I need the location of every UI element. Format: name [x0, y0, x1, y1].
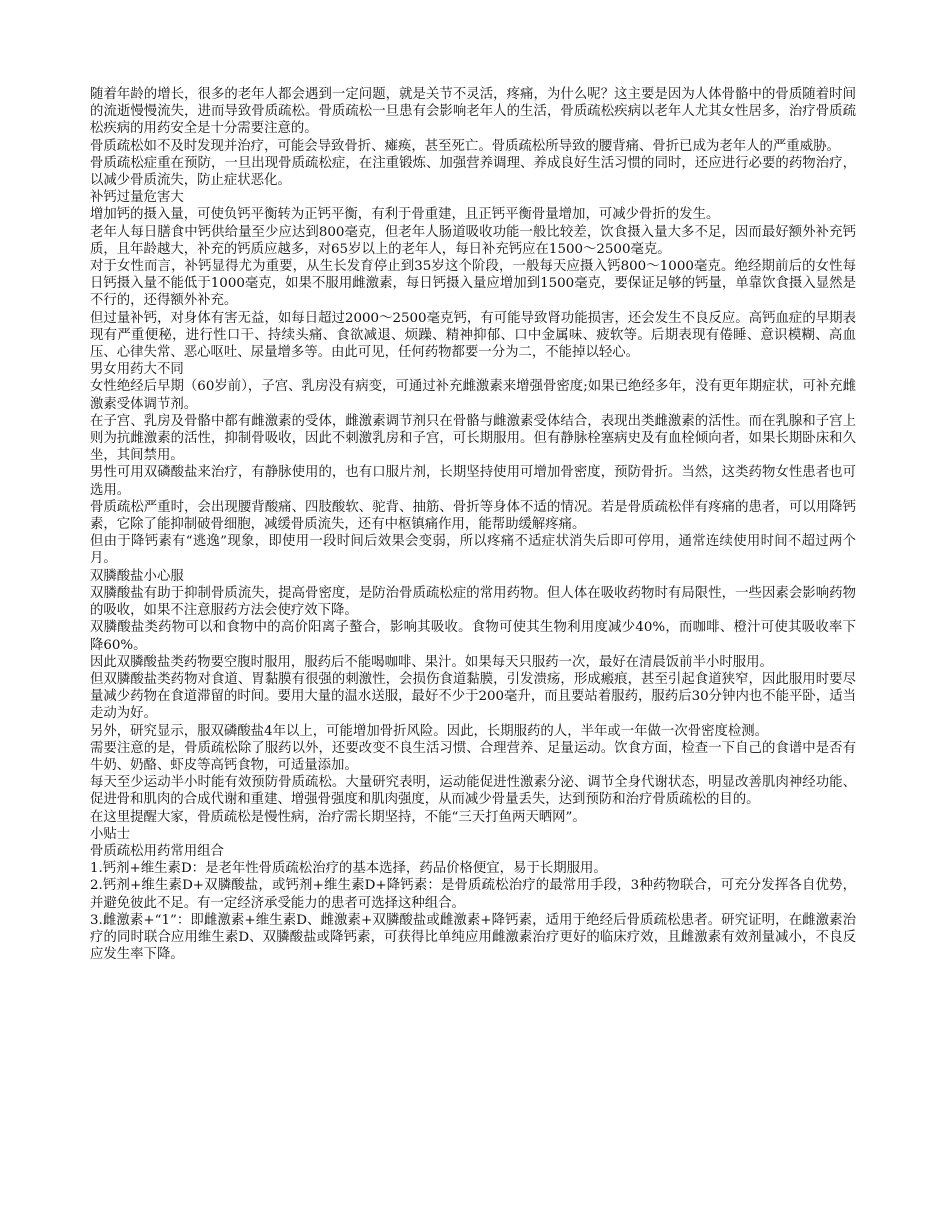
paragraph: 在这里提醒大家，骨质疏松是慢性病，治疗需长期坚持，不能“三天打鱼两天晒网”。 — [90, 809, 586, 825]
paragraph: 双膦酸盐类药物可以和食物中的高价阳离子螯合，影响其吸收。食物可使其生物利用度减少40%，而咖啡、橙汁可使其吸收率下降60%。 — [90, 620, 856, 653]
paragraph: 另外，研究显示，服双磷酸盐4年以上，可能增加骨折风险。因此，长期服药的人，半年或一年做一次骨密度检测。 — [90, 723, 769, 739]
paragraph: 需要注意的是，骨质疏松除了服药以外，还要改变不良生活习惯、合理营养、足量运动。饮食方面，检查一下自己的食谱中是否有牛奶、奶酪、虾皮等高钙食物，可适量添加。 — [90, 740, 856, 773]
paragraph: 随着年龄的增长，很多的老年人都会遇到一定问题，就是关节不灵活，疼痛，为什么呢？这主要是因为人体骨骼中的骨质随着时间的流逝慢慢流失，进而导致骨质疏松。骨质疏松一旦患有会影响老年人的生活，骨质疏松疾病以老年人尤其女性居多，治疗骨质疏松疾病的用药安全是十分需要注意的。 — [90, 87, 856, 137]
paragraph: 对于女性而言，补钙显得尤为重要，从生长发育停止到35岁这个阶段，一般每天应摄入钙800～1000毫克。绝经期前后的女性每日钙摄入量不能低于1000毫克，如果不服用雌激素，每日钙摄入量应增加到1500毫克，要保证足够的钙量，单靠饮食摄入显然是不行的，还得额外补充。 — [90, 259, 856, 309]
paragraph: 骨质疏松严重时，会出现腰背酸痛、四肢酸软、驼背、抽筋、骨折等身体不适的情况。若是骨质疏松伴有疼痛的患者，可以用降钙素，它除了能抑制破骨细胞，减缓骨质流失，还有中枢镇痛作用，能帮助缓解疼痛。 — [90, 499, 856, 533]
paragraph: 但由于降钙素有“逃逸”现象，即使用一段时间后效果会变弱，所以疼痛不适症状消失后即可停用，通常连续使用时间不超过两个月。 — [90, 534, 856, 567]
paragraph: 在子宫、乳房及骨骼中都有雌激素的受体，雌激素调节剂只在骨骼与雌激素受体结合，表现出类雌激素的活性。而在乳腺和子宫上则为抗雌激素的活性，抑制骨吸收，因此不刺激乳房和子宫，可长期服用。但有静脉栓塞病史及有血栓倾向者，如果长期卧床和久坐，其间禁用。 — [90, 413, 856, 464]
section-heading: 男女用药大不同 — [90, 362, 184, 378]
section-heading: 小贴士 — [90, 826, 131, 842]
paragraph: 骨质疏松如不及时发现并治疗，可能会导致骨折、瘫痪，甚至死亡。骨质疏松所导致的腰背痛、骨折已成为老年人的严重威胁。 — [90, 138, 840, 154]
paragraph: 双膦酸盐有助于抑制骨质流失，提高骨密度，是防治骨质疏松症的常用药物。但人体在吸收药物时有局限性，一些因素会影响药物的吸收，如果不注意服药方法会使疗效下降。 — [90, 585, 856, 619]
paragraph: 2.钙剂+维生素D+双膦酸盐，或钙剂+维生素D+降钙素：是骨质疏松治疗的最常用手段，3种药物联合，可充分发挥各自优势，并避免彼此不足。有一定经济承受能力的患者可选择这种组合。 — [90, 878, 856, 911]
document-body — [90, 86, 856, 963]
paragraph: 3.雌激素+“1”：即雌激素+维生素D、雌激素+双膦酸盐或雌激素+降钙素，适用于绝经后骨质疏松患者。研究证明，在雌激素治疗的同时联合应用维生素D、双膦酸盐或降钙素，可获得比单纯应用雌激素治疗更好的临床疗效，且雌激素有效剂量减小，不良反应发生率下降。 — [90, 912, 856, 963]
paragraph: 但双膦酸盐类药物对食道、胃黏膜有很强的刺激性，会损伤食道黏膜，引发溃疡，形成瘢痕，甚至引起食道狭窄，因此服用时要尽量减少药物在食道滞留的时间。要用大量的温水送服，最好不少于200毫升，而且要站着服药，服药后30分钟内也不能平卧，适当走动为好。 — [90, 671, 856, 722]
section-heading: 骨质疏松用药常用组合 — [90, 843, 224, 859]
paragraph: 每天至少运动半小时能有效预防骨质疏松。大量研究表明，运动能促进性激素分泌、调节全身代谢状态，明显改善肌肉神经功能、促进骨和肌肉的合成代谢和重建、增强骨强度和肌肉强度，从而减少骨量丢失，达到预防和治疗骨质疏松的目的。 — [90, 775, 856, 808]
paragraph: 骨质疏松症重在预防，一旦出现骨质疏松症，在注重锻炼、加强营养调理、养成良好生活习惯的同时，还应进行必要的药物治疗，以减少骨质流失，防止症状恶化。 — [90, 155, 856, 189]
paragraph: 老年人每日膳食中钙供给量至少应达到800毫克，但老年人肠道吸收功能一般比较差，饮食摄入量大多不足，因而最好额外补充钙质，且年龄越大，补充的钙质应越多，对65岁以上的老年人，每日补充钙应在1500～2500毫克。 — [90, 224, 856, 257]
paragraph: 女性绝经后早期（60岁前），子宫、乳房没有病变，可通过补充雌激素来增强骨密度;如果已绝经多年，没有更年期症状，可补充雌激素受体调节剂。 — [90, 379, 856, 412]
paragraph: 男性可用双磷酸盐来治疗，有静脉使用的，也有口服片剂，长期坚持使用可增加骨密度，预防骨折。当然，这类药物女性患者也可选用。 — [90, 465, 856, 498]
section-heading: 双膦酸盐小心服 — [90, 568, 184, 584]
paragraph: 但过量补钙，对身体有害无益，如每日超过2000～2500毫克钙，有可能导致肾功能损害，还会发生不良反应。高钙血症的早期表现有严重便秘，进行性口干、持续头痛、食欲减退、烦躁、精神抑郁、口中金属味、疲软等。后期表现有倦睡、意识模糊、高血压、心律失常、恶心呕吐、尿量增多等。由此可见，任何药物都要一分为二，不能掉以轻心。 — [90, 310, 856, 361]
paragraph: 1.钙剂+维生素D：是老年性骨质疏松治疗的基本选择，药品价格便宜，易于长期服用。 — [90, 861, 607, 877]
paragraph: 因此双膦酸盐类药物要空腹时服用，服药后不能喝咖啡、果汁。如果每天只服药一次，最好在清晨饭前半小时服用。 — [90, 654, 773, 670]
paragraph: 增加钙的摄入量，可使负钙平衡转为正钙平衡，有利于骨重建，且正钙平衡骨量增加，可减少骨折的发生。 — [90, 207, 720, 223]
section-heading: 补钙过量危害大 — [90, 190, 184, 206]
